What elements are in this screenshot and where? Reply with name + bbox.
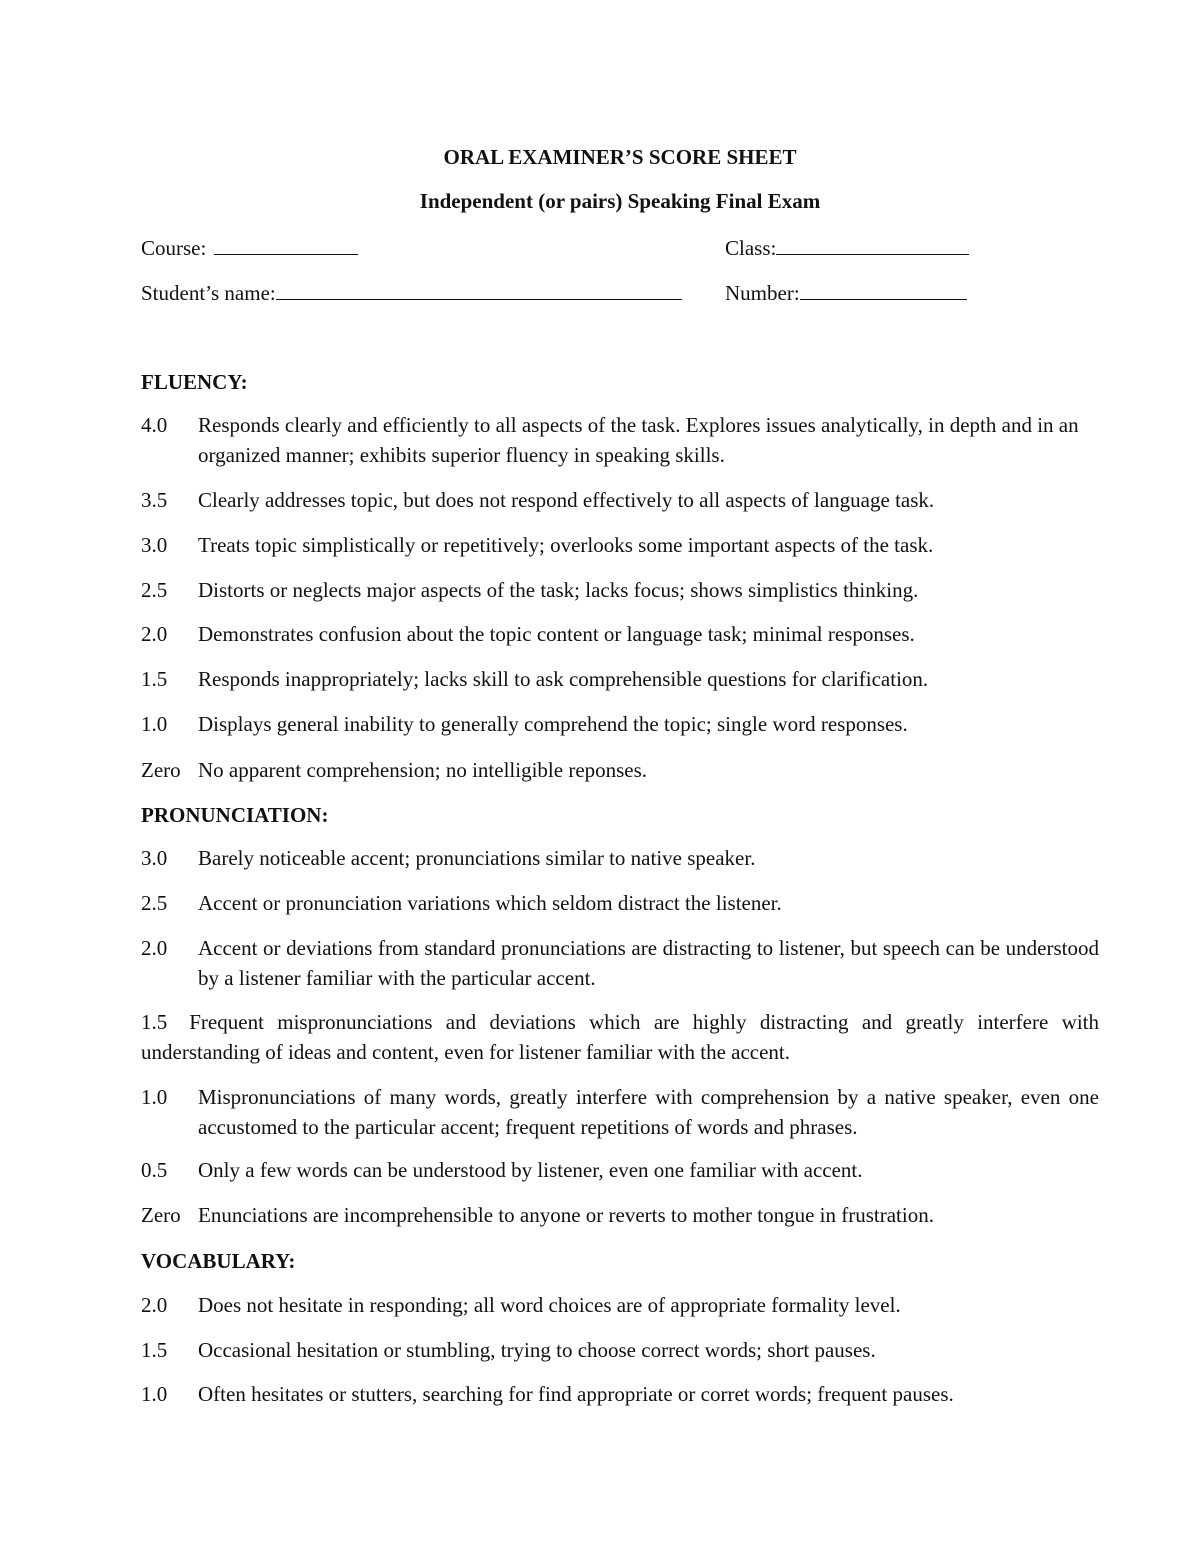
score-description: Displays general inability to generally comprehend the topic; single word responses. xyxy=(198,712,908,736)
fluency-item xyxy=(141,709,1099,739)
class-field xyxy=(725,234,969,261)
pronunciation-item xyxy=(141,1200,1099,1230)
score-description: Distorts or neglects major aspects of the task; lacks focus; shows simplistics thinking. xyxy=(198,578,919,602)
pronunciation-item xyxy=(141,1155,1099,1185)
score-value: 3.0 xyxy=(141,846,168,870)
vocabulary-heading: VOCABULARY: xyxy=(141,1249,296,1273)
fluency-item xyxy=(141,575,1099,605)
score-value: 2.0 xyxy=(141,622,168,646)
pronunciation-heading: PRONUNCIATION: xyxy=(141,803,329,827)
student-name-label: Student’s name: xyxy=(141,281,276,305)
score-description: Treats topic simplistically or repetitively; overlooks some important aspects of the task. xyxy=(198,533,934,557)
student-name-blank[interactable] xyxy=(276,279,682,300)
score-value: Zero xyxy=(141,758,181,782)
score-value: Zero xyxy=(141,1203,181,1227)
score-value: 1.0 xyxy=(141,1382,168,1406)
vocabulary-item xyxy=(141,1290,1099,1320)
score-value: 2.0 xyxy=(141,936,168,960)
pronunciation-item xyxy=(141,1007,1099,1067)
score-value: 3.5 xyxy=(141,488,168,512)
score-description: Responds inappropriately; lacks skill to ask comprehensible questions for clarification. xyxy=(198,667,929,691)
pronunciation-item xyxy=(141,933,1099,993)
score-description-block xyxy=(141,1007,1099,1067)
class-label: Class: xyxy=(725,236,777,260)
score-description: Enunciations are incomprehensible to anyone or reverts to mother tongue in frustration. xyxy=(198,1203,934,1227)
vocabulary-item xyxy=(141,1335,1099,1365)
fluency-heading: FLUENCY: xyxy=(141,370,248,394)
pronunciation-item xyxy=(141,1082,1099,1142)
score-description: Accent or pronunciation variations which seldom distract the listener. xyxy=(198,891,782,915)
score-description: Does not hesitate in responding; all word choices are of appropriate formality level. xyxy=(198,1293,901,1317)
score-value: 1.0 xyxy=(141,712,168,736)
fluency-item xyxy=(141,530,1099,560)
score-value: 2.5 xyxy=(141,578,168,602)
number-field xyxy=(725,279,967,306)
pronunciation-item xyxy=(141,888,1099,918)
score-description: Often hesitates or stutters, searching for find appropriate or corret words; frequent pauses. xyxy=(198,1382,954,1406)
score-description: Barely noticeable accent; pronunciations similar to native speaker. xyxy=(198,846,756,870)
score-value: 1.5 xyxy=(141,1338,168,1362)
number-blank[interactable] xyxy=(800,279,967,300)
student-name-field xyxy=(141,279,682,306)
course-blank[interactable] xyxy=(214,234,358,255)
score-value: 2.5 xyxy=(141,891,168,915)
fluency-item xyxy=(141,410,1099,470)
score-value: 0.5 xyxy=(141,1158,168,1182)
score-description: No apparent comprehension; no intelligible reponses. xyxy=(198,758,648,782)
fluency-item xyxy=(141,664,1099,694)
page-title: ORAL EXAMINER’S SCORE SHEET xyxy=(443,145,797,169)
score-value: 1.5 xyxy=(141,1010,168,1034)
fluency-item xyxy=(141,619,1099,649)
vocabulary-item xyxy=(141,1379,1099,1409)
number-label: Number: xyxy=(725,281,800,305)
course-label: Course: xyxy=(141,236,207,260)
fluency-item xyxy=(141,755,1099,785)
score-value: 4.0 xyxy=(141,413,168,437)
score-description: Accent or deviations from standard pronunciations are distracting to listener, but speech can be understood by a listener familiar with the particular accent. xyxy=(198,936,1099,990)
score-description: Clearly addresses topic, but does not respond effectively to all aspects of language task. xyxy=(198,488,935,512)
score-value: 1.5 xyxy=(141,667,168,691)
score-value: 3.0 xyxy=(141,533,168,557)
course-field xyxy=(141,234,358,261)
page-subtitle: Independent (or pairs) Speaking Final Exam xyxy=(419,189,821,213)
class-blank[interactable] xyxy=(776,234,969,255)
score-description: Only a few words can be understood by listener, even one familiar with accent. xyxy=(198,1158,863,1182)
score-value: 2.0 xyxy=(141,1293,168,1317)
score-value: 1.0 xyxy=(141,1085,168,1109)
score-description: Occasional hesitation or stumbling, trying to choose correct words; short pauses. xyxy=(198,1338,876,1362)
score-description: Demonstrates confusion about the topic content or language task; minimal responses. xyxy=(198,622,915,646)
pronunciation-item xyxy=(141,843,1099,873)
score-description: Frequent mispronunciations and deviations which are highly distracting and greatly interfere with understanding of ideas and content, even for listener familiar with the accent. xyxy=(141,1010,1099,1064)
fluency-item xyxy=(141,485,1099,515)
score-description: Mispronunciations of many words, greatly interfere with comprehension by a native speaker, even one accustomed to the particular accent; frequent repetitions of words and phrases. xyxy=(198,1085,1099,1139)
score-description: Responds clearly and efficiently to all aspects of the task. Explores issues analytically, in depth and in an organized manner; exhibits superior fluency in speaking skills. xyxy=(198,413,1079,467)
